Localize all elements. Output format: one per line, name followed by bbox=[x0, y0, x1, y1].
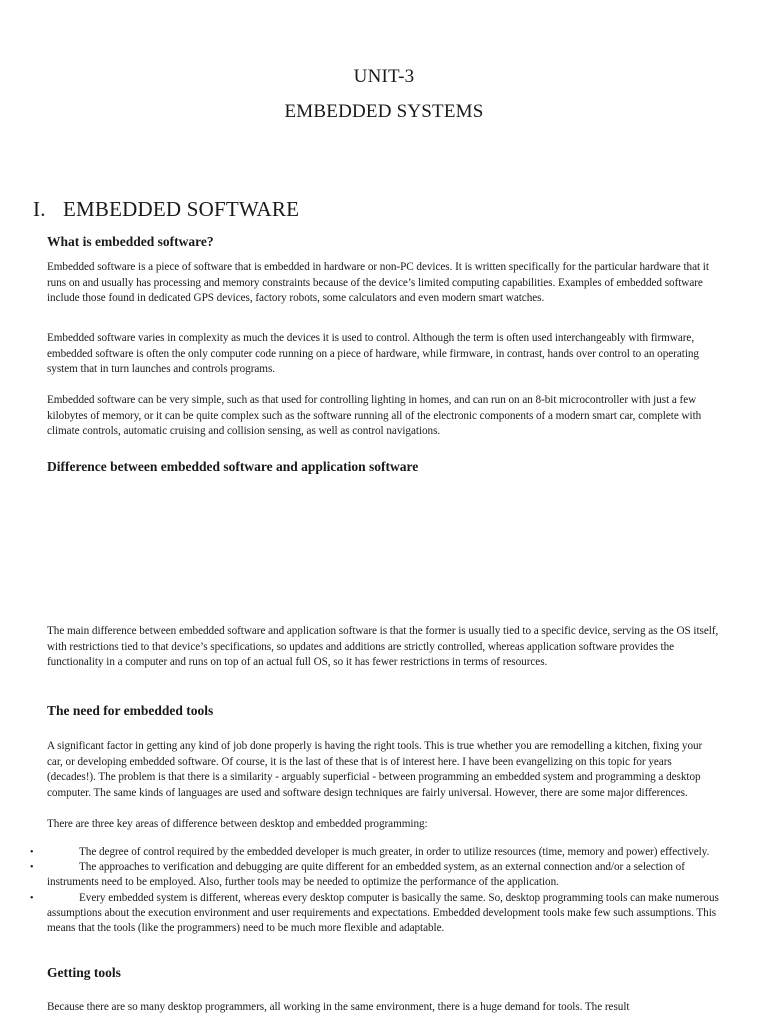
list-item-text: The degree of control required by the embedded developer is much greater, in order to utilize resources (time, memory and power) effectively. bbox=[79, 846, 710, 858]
paragraph-difference: The main difference between embedded software and application software is that the former is usually tied to a specific device, serving as the OS itself, with restrictions tied to that device’s specifications, so updates and additions are strictly controlled, whereas application software provides the functionality in a computer and runs on top of an actual full OS, so it has fewer restrictions in terms of resources. bbox=[47, 625, 719, 668]
list-item bbox=[28, 891, 720, 937]
bullet-icon: • bbox=[30, 862, 34, 874]
heading-need-tools: The need for embedded tools bbox=[47, 703, 214, 718]
unit-title: UNIT-3 bbox=[353, 66, 415, 87]
list-item-text: Every embedded system is different, whereas every desktop computer is basically the same. So, desktop programming tools can make numerous assumptions about the execution environment and user requirements and expectations. Embedded development tools make few such assumptions. This means that the tools (like the programmers) need to be much more flexible and adaptable. bbox=[47, 891, 719, 935]
paragraph-need-tools-2: There are three key areas of difference between desktop and embedded programming: bbox=[47, 818, 428, 830]
list-item bbox=[28, 845, 720, 860]
paragraph-getting-tools: Because there are so many desktop programmers, all working in the same environment, there is a huge demand for tools. The result bbox=[47, 1001, 630, 1013]
bullet-icon: • bbox=[30, 847, 34, 858]
section-heading bbox=[33, 197, 299, 222]
paragraph-what-is-3: Embedded software can be very simple, such as that used for controlling lighting in homes, and can run on an 8-bit microcontroller with just a few kilobytes of memory, or it can be quite complex such as the software running all of the electronic components of a modern smart car, complete with climate controls, automatic cruising and collision sensing, as well as control navigations. bbox=[47, 394, 702, 437]
bullet-icon: • bbox=[30, 892, 34, 904]
paragraph-need-tools-1: A significant factor in getting any kind of job done properly is having the right tools. This is true whether you are remodelling a kitchen, fixing your car, or developing embedded software. Of course, it is the last of these that is of interest here. I have been evangelizing on this topic for years (decades!). The problem is that there is a similarity - arguably superficial - between programming an embedded system and programming a desktop computer. The same kinds of languages are used and software design techniques are fairly universal. However, there are some major differences. bbox=[47, 740, 703, 799]
document-title: EMBEDDED SYSTEMS bbox=[284, 101, 484, 122]
paragraph-what-is-1: Embedded software is a piece of software that is embedded in hardware or non-PC devices. It is written specifically for the particular hardware that it runs on and usually has processing and memory constraints because of the device’s limited computing capabilities. Examples of embedded software include those found in dedicated GPS devices, factory robots, some calculators and even modern smart watches. bbox=[47, 261, 709, 304]
paragraph-what-is-2: Embedded software varies in complexity as much the devices it is used to control. Although the term is often used interchangeably with firmware, embedded software is often the only computer code running on a piece of hardware, while firmware, in contrast, hands over control to an operating system that in turn launches and controls programs. bbox=[47, 332, 699, 375]
section-title: EMBEDDED SOFTWARE bbox=[63, 197, 300, 221]
list-item-text: The approaches to verification and debugging are quite different for an embedded system, as an external connection and/or a selection of instruments need to be employed. Also, further tools may be needed to optimize the performance of the application. bbox=[47, 861, 685, 889]
section-number: I. bbox=[33, 197, 46, 221]
list-item bbox=[28, 860, 720, 890]
heading-difference: Difference between embedded software and application software bbox=[47, 459, 419, 474]
heading-getting-tools: Getting tools bbox=[47, 965, 121, 980]
heading-what-is: What is embedded software? bbox=[47, 234, 214, 249]
difference-list bbox=[28, 845, 720, 936]
